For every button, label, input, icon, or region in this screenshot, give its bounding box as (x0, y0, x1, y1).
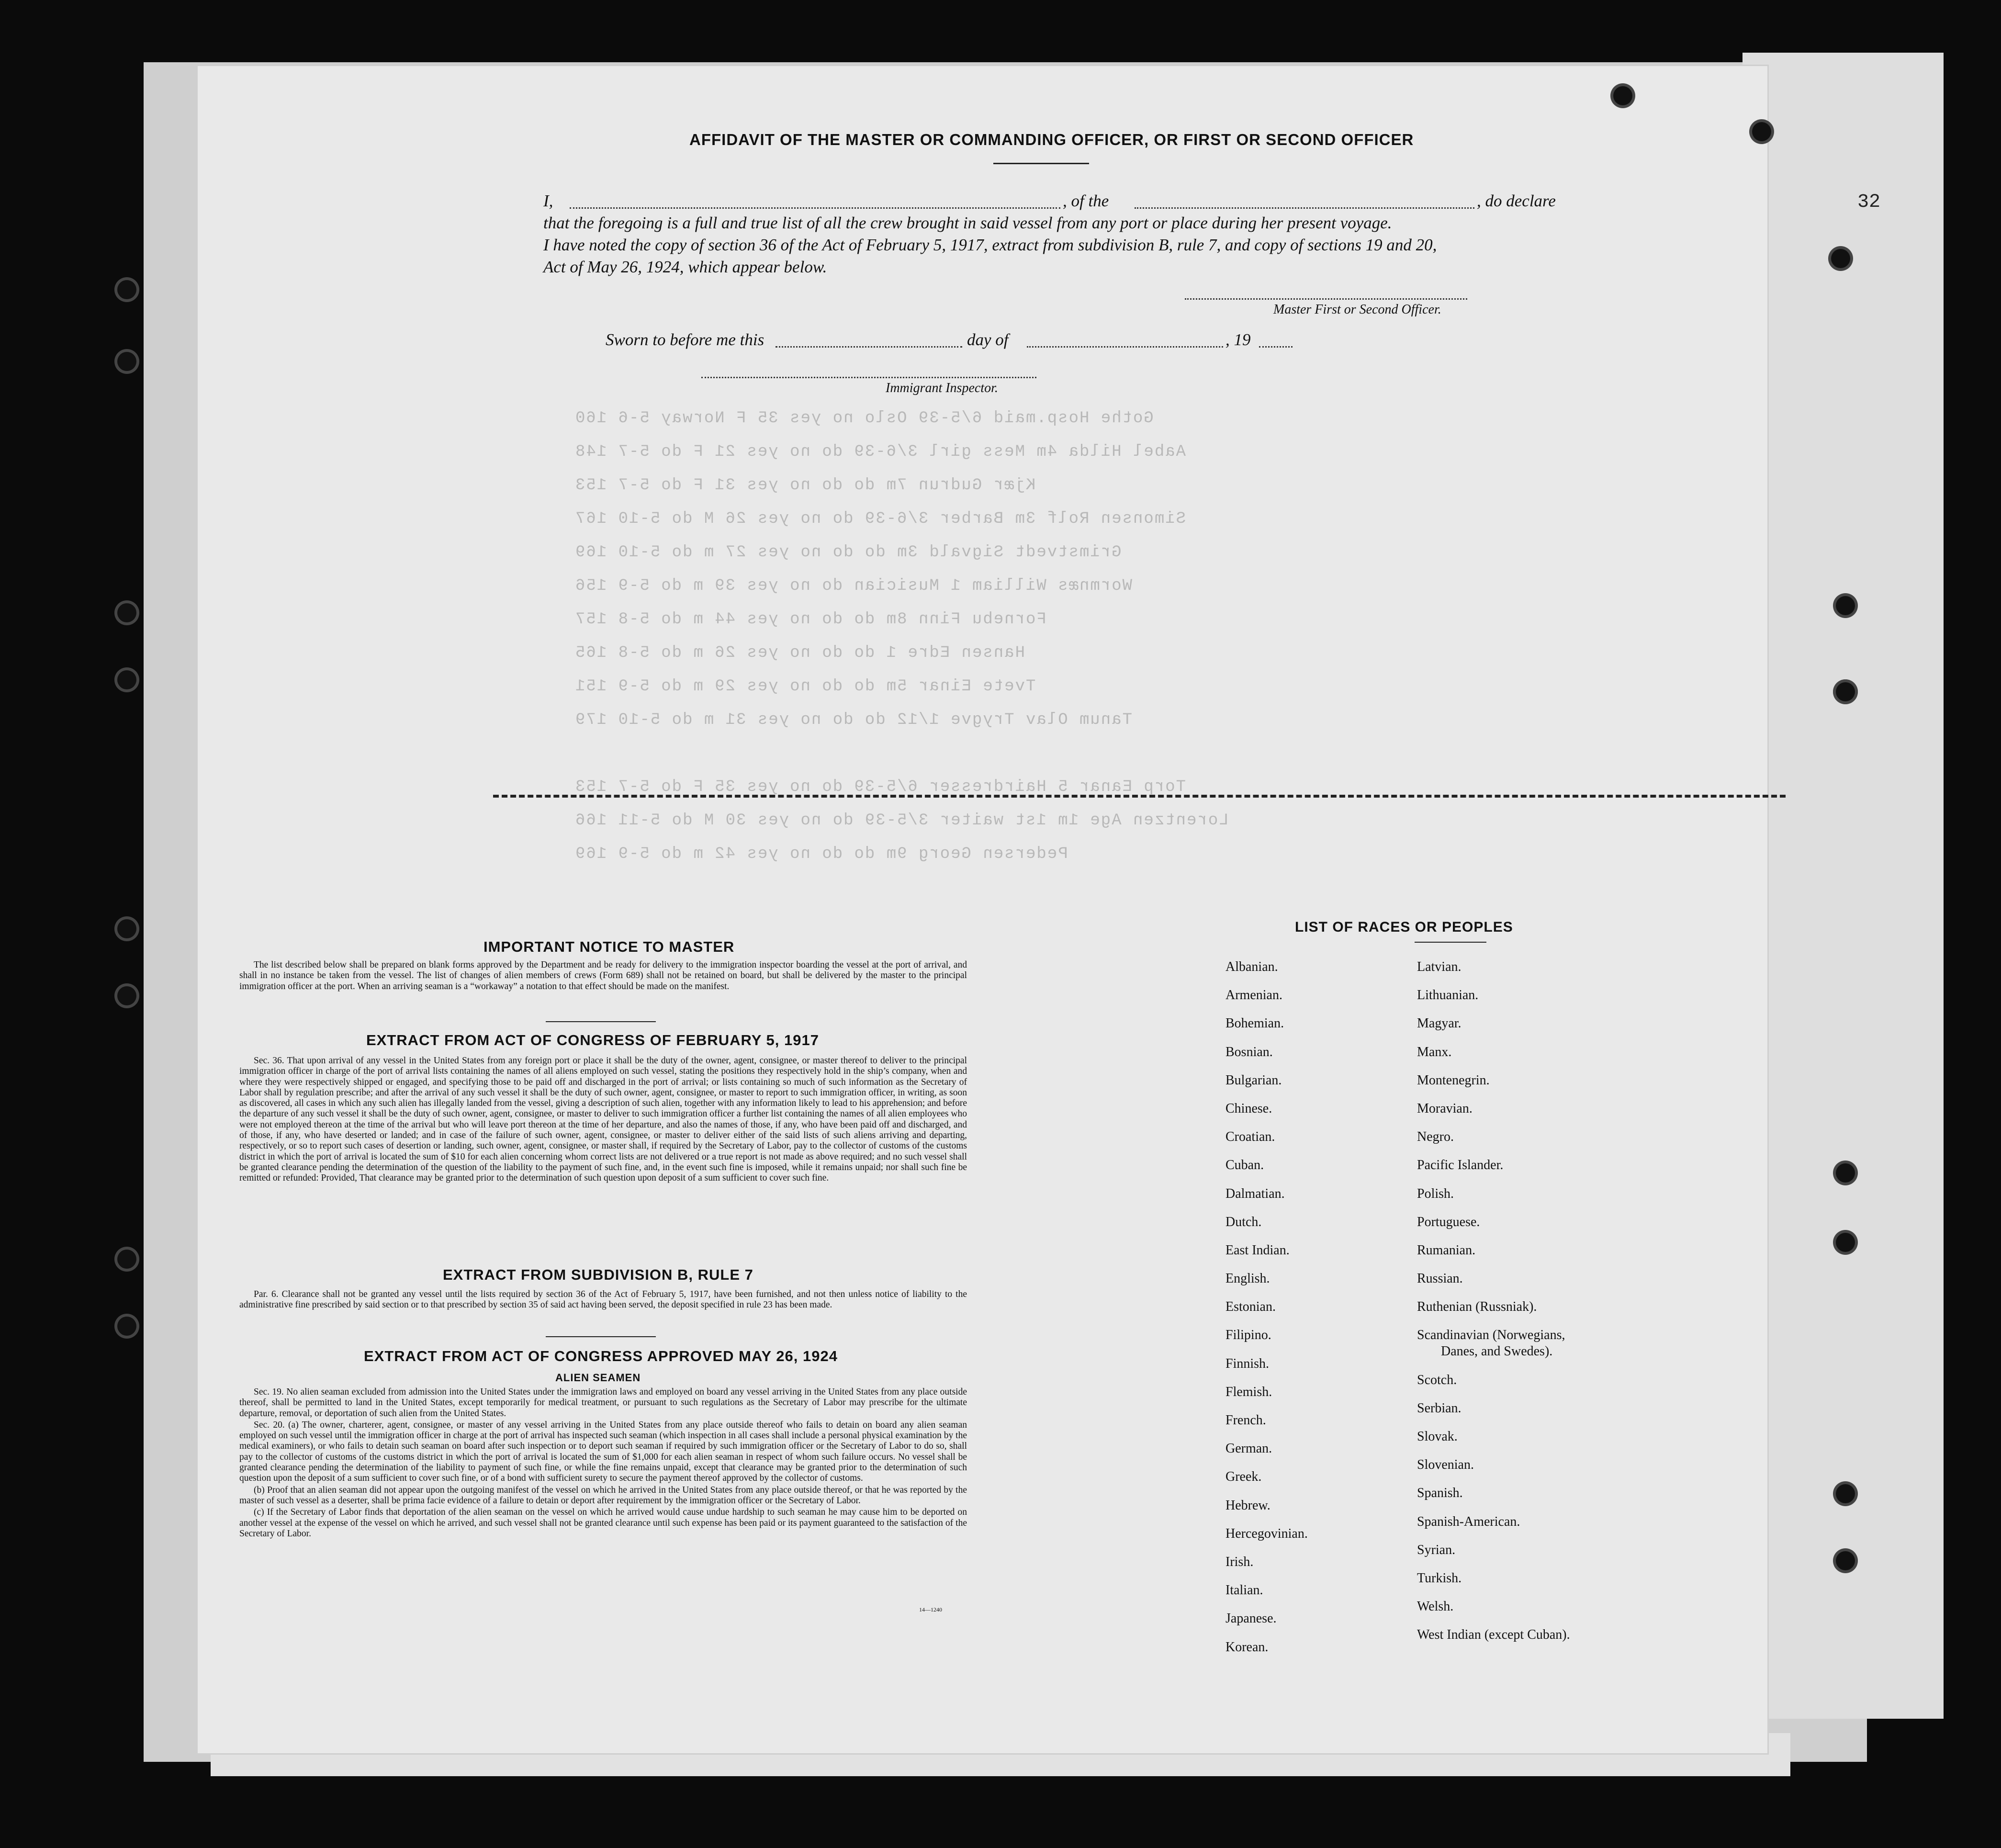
rule-7-title: EXTRACT FROM SUBDIVISION B, RULE 7 (443, 1266, 753, 1283)
affidavit-declare: , do declare (1477, 192, 1556, 210)
race-item: Korean. (1225, 1639, 1269, 1655)
vessel-blank[interactable] (1135, 207, 1474, 209)
punch-hole (1752, 122, 1771, 141)
page-number: 32 (1857, 192, 1881, 213)
form-code: 14—1240 (919, 1606, 942, 1613)
race-item: Lithuanian. (1417, 988, 1479, 1003)
inspector-signature-line[interactable] (701, 377, 1036, 378)
race-item: Pacific Islander. (1417, 1158, 1504, 1173)
race-item: Latvian. (1417, 959, 1461, 974)
race-item: Hercegovinian. (1225, 1526, 1308, 1541)
punch-hole (1836, 1233, 1855, 1252)
sec-20a-paragraph: Sec. 20. (a) The owner, charterer, agent, consignee, or master of any vessel arriving in the United States from any place outside thereof who fails to detain on board any alien seaman employed on such vessel until the immigration officer in charge at the port of arrival has inspected such seaman (which inspection in all cases shall include a personal physical examination by the medical examiners), or who fails to detain such seaman on board after such inspection or to deport such seaman if required by such immigration officer or the Secretary of Labor to do so, shall pay to the collector of customs of the customs district in which the port of arrival is located the sum of $1,000 for each alien seaman in respect of whom such failure occurs. No vessel shall be granted clearance pending the determination of the liability to payment of such fine, or while the fine remains unpaid, except that clearance may be granted prior to the determination of such question upon the deposit of a sum sufficient to cover such fine, or of a bond with sufficient surety to secure the payment thereof approved by the collector of customs. (239, 1420, 967, 1484)
race-item: Syrian. (1417, 1542, 1456, 1557)
race-item: Slovak. (1417, 1429, 1458, 1444)
affidavit-line-2: that the foregoing is a full and true list of all the crew brought in said vessel from any port or place during her present voyage. (543, 214, 1392, 232)
race-item: Manx. (1417, 1044, 1452, 1059)
race-item: Scandinavian (Norwegians, (1417, 1328, 1565, 1343)
act-1917-title: EXTRACT FROM ACT OF CONGRESS OF FEBRUARY 5, 1917 (366, 1032, 819, 1048)
race-item: Bulgarian. (1225, 1072, 1282, 1088)
manifest-page: Gothe Hosp.maid 6/5-39 Oslo no yes 35 F Norway 5-6 160 Aabel Hilda 4m Mess girl 3/6-39 do no yes 21 F do 5-7 148 Kjær Gudrun 7m do do no yes 31 F do 5-7 153 Simonsen Rolf 3m Barber 3/6-39 do no yes 26 M do 5-10 167 Grimstvedt Sigvald 3m do do no yes 27 m do 5-10 169 Wormnæs William 1 Musician do no yes 39 m do 5-9 156 Fornebu Finn 8m do do no yes 44 m do 5-8 157 Hansen Edre 1 do do no yes 26 m do 5-8 165 Tvete Einar 5m do do no yes 29 m do 5-9 151 Tanum Olav Trygve 1/12 do do no yes 31 m do 5-10 179 Torp Eanar 5 Hairdresser 6/5-39 do no yes 35 F do 5-7 153 Lorentzen Age 1m 1st waiter 3/5-39 do no yes 30 M do 5-11 166 Pedersen Georg 9m do do no yes 42 m do 5-9 169 AFFIDAVIT OF THE MASTER OR COMMANDING OFFICER, OR FIRST OR SECOND OFFICER I, , of the , do declare that the foregoing is a full and true list of all the crew brought in said vessel from any port or place during her present voyage. I have noted the copy of section 36 of the Act of February 5, 1917, extract from subdivision B, rule 7, and copy of sections 19 and 20, Act of May 26, 1924, which appear below. Master First or Second Officer. Sworn to before me this day of , 19 Immigrant Inspector. IMPORTANT NOTICE TO MASTER The list described below shall be prepared on blank forms approved by the Department and be ready for delivery to the immigration inspector boarding the vessel at the port of arrival, and shall in no instance be taken from the vessel. The list of changes of alien members of crews (Form 689) shall not be retained on board, but shall be delivered by the master to the principal immigration officer at the port. When an arriving seaman is a “workaway” a notation to that effect should be made on the manifest. EXTRACT FROM ACT OF CONGRESS OF FEBRUARY 5, 1917 Sec. 36. That upon arrival of any vessel in the United States from any foreign port or place it shall be the duty of the owner, agent, consignee, or master thereof to deliver to the principal immigration officer in charge of the port of arrival lists containing the names of all aliens employed on such vessel, stating the positions they respectively hold in the ship’s company, when and where they were respectively shipped or engaged, and specifying those to be paid off and discharged in the port of arrival; or lists containing so much of such information as the Secretary of Labor shall by regulation prescribe; and after the arrival of any such vessel it shall be the duty of such owner, agent, consignee, or master to report to such immigration officer, in writing, as soon as discovered, all cases in which any such alien has illegally landed from the vessel, giving a description of such alien, together with any information likely to lead to his apprehension; and before the departure of any such vessel it shall be the duty of such owner, agent, consignee, or master to deliver to such immigration officer a further list containing the names of all alien employees who were not employed thereon at the time of the arrival but who will leave port thereon at the time of her departure, and also the names of those, if any, who have been paid off and discharged, and of those, if any, who have deserted or landed; and in case of the failure of such owner, agent, consignee, or master to deliver either of the said lists of such aliens arriving and departing, respectively, or so to report such cases of desertion or landing, such owner, agent, consignee, or master shall, if required by the Secretary of Labor, pay to the collector of customs of the customs district in which the port of arrival is located the sum of $10 for each alien concerning whom correct lists are not delivered or a true report is not made as above required; and no such vessel shall be granted clearance pending the determination of the question of the liability to the payment of such fine, and, in the event such fine is imposed, while it remains unpaid; nor shall such fine be remitted or refunded: Provided, That clearance may be granted prior to the determination of such question upon deposit of a sum sufficient to cover such fine. EXTRACT FROM SUBDIVISION B, RULE 7 Par. 6. Clearance shall not be granted any vessel until the lists required by section 36 of the Act of February 5, 1917, have been furnished, and not then unless notice of liability to the administrative fine prescribed by said section or to that prescribed by section 35 of said act having been served, the deposit specified in rule 23 has been made. EXTRACT FROM ACT OF CONGRESS APPROVED MAY 26, 1924 ALIEN SEAMEN Sec. 19. No alien seaman excluded from admission into the United States under the immigration laws and employed on board any vessel arriving in the United States from any place outside thereof, shall be permitted to land in the United States, except temporarily for medical treatment, or pursuant to such regulations as the Secretary of Labor may prescribe for the ultimate departure, removal, or deportation of such alien from the United States. Sec. 20. (a) The owner, charterer, agent, consignee, or master of any vessel arriving in the United States from any place outside thereof who fails to detain on board any alien seaman employed on such vessel until the immigration officer in charge at the port of arrival has inspected such seaman (which inspection in all cases shall include a personal physical examination by the medical examiners), or who fails to detain such seaman on board after such inspection or to deport such seaman if required by such immigration officer or the Secretary of Labor to do so, shall pay to the collector of customs of the customs district in which the port of arrival is located the sum of $1,000 for each alien seaman in respect of whom such failure occurs. No vessel shall be granted clearance pending the determination of the liability to payment of such fine, or while the fine remains unpaid, except that clearance may be granted prior to the determination of such question upon the deposit of a sum sufficient to cover such fine, or of a bond with sufficient surety to secure the payment thereof approved by the collector of customs. (b) Proof that an alien seaman did not appear upon the outgoing manifest of the vessel on which he arrived in the United States from any place outside thereof, or that he was reported by the master of such vessel as a deserter, shall be prima facie evidence of a failure to detain or deport after requirement by the immigration officer or the Secretary of Labor. (c) If the Secretary of Labor finds that deportation of the alien seaman on the vessel on which he arrived would cause undue hardship to such seaman he may cause him to be deported on another vessel at the expense of the vessel on which he arrived, and such vessel shall not be granted clearance until such expense has been paid or its payment guaranteed to the satisfaction of the Secretary of Labor. 14—1240 LIST OF RACES OR PEOPLES Albanian. Armenian. Bohemian. Bosnian. Bulgarian. Chinese. Croatian. Cuban. Dalmatian. Dutch. East Indian. English. Estonian. Filipino. Finnish. Flemish. French. German. Greek. Hebrew. Hercegovinian. Irish. Italian. Japanese. Korean. Latvian. Lithuanian. Magyar. Manx. Montenegrin. Moravian. Negro. Pacific Islander. Polish. Portuguese. Rumanian. Russian. Ruthenian (Russniak). Scandinavian (Norwegians, Danes, and Swedes). Scotch. Serbian. Slovak. Slovenian. Spanish. Spanish-American. Syrian. Turkish. Welsh. West Indian (except Cuban). (196, 65, 1769, 1755)
punch-hole (117, 1317, 136, 1336)
rule-7-rule (546, 1336, 656, 1337)
notice-rule (546, 1021, 656, 1022)
affidavit-line-1 (543, 190, 553, 212)
rule-7-text (239, 1289, 967, 1312)
sworn-label: Sworn to before me this (606, 330, 764, 349)
race-item: Cuban. (1225, 1158, 1264, 1173)
race-item: Irish. (1225, 1554, 1254, 1569)
sec-19-paragraph: Sec. 19. No alien seaman excluded from admission into the United States under the immigration laws and employed on board any vessel arriving in the United States from any place outside thereof, shall be permitted to land in the United States, except temporarily for medical treatment, or pursuant to such regulations as the Secretary of Labor may prescribe for the ultimate departure, removal, or deportation of such alien from the United States. (239, 1387, 967, 1419)
punch-hole (117, 986, 136, 1005)
race-item: Scotch. (1417, 1372, 1457, 1387)
sec-20c-paragraph: (c) If the Secretary of Labor finds that deportation of the alien seaman on the vessel on which he arrived would cause undue hardship to such seaman he may cause him to be deported on another vessel at the expense of the vessel on which he arrived, and such vessel shall not be granted clearance until such expense has been paid or its payment guaranteed to the satisfaction of the Secretary of Labor. (239, 1507, 967, 1539)
alien-seamen-subtitle: ALIEN SEAMEN (555, 1372, 641, 1384)
races-title: LIST OF RACES OR PEOPLES (1295, 919, 1513, 935)
punch-hole (1836, 596, 1855, 615)
act-1917-text (239, 1056, 967, 1185)
race-item: Croatian. (1225, 1129, 1275, 1145)
race-item: Finnish. (1225, 1356, 1270, 1371)
race-item: Albanian. (1225, 959, 1278, 974)
punch-hole (117, 352, 136, 371)
race-item: Spanish-American. (1417, 1514, 1520, 1529)
notice-paragraph: The list described below shall be prepared on blank forms approved by the Department and be ready for delivery to the immigration inspector boarding the vessel at the port of arrival, and shall in no instance be taken from the vessel. The list of changes of alien members of crews (Form 689) shall not be retained on board, but shall be delivered by the master to the principal immigration officer at the port. When an arriving seaman is a “workaway” a notation to that effect should be made on the manifest. (239, 960, 967, 992)
inspector-label: Immigrant Inspector. (886, 381, 998, 395)
punch-hole (1836, 1163, 1855, 1183)
punch-hole (1836, 1551, 1855, 1570)
race-item: Greek. (1225, 1469, 1262, 1485)
race-item: Negro. (1417, 1129, 1454, 1145)
year-prefix: , 19 (1225, 330, 1251, 349)
punch-hole (117, 670, 136, 689)
race-item: Armenian. (1225, 988, 1282, 1003)
punch-hole (117, 280, 136, 299)
race-item: Rumanian. (1417, 1242, 1476, 1258)
act-1924-text (239, 1387, 967, 1540)
race-item: Slovenian. (1417, 1457, 1474, 1473)
races-column-1 (1225, 959, 1308, 1668)
race-item: Polish. (1417, 1186, 1454, 1201)
affidavit-line-4: Act of May 26, 1924, which appear below. (543, 258, 827, 276)
rule-7-paragraph: Par. 6. Clearance shall not be granted any vessel until the lists required by section 36 of the Act of February 5, 1917, have been furnished, and not then unless notice of liability to the administrative fine prescribed by said section or to that prescribed by section 35 of said act having been served, the deposit specified in rule 23 has been made. (239, 1289, 967, 1310)
race-item: Spanish. (1417, 1486, 1463, 1501)
race-item: Montenegrin. (1417, 1072, 1490, 1088)
race-item: Italian. (1225, 1583, 1263, 1598)
affidavit-i: I, (543, 192, 553, 210)
sworn-year-blank[interactable] (1259, 346, 1293, 348)
race-item: Bohemian. (1225, 1016, 1284, 1031)
race-item: Magyar. (1417, 1016, 1461, 1031)
act-1924-title: EXTRACT FROM ACT OF CONGRESS APPROVED MAY 26, 1924 (364, 1348, 838, 1364)
race-item: Hebrew. (1225, 1498, 1270, 1513)
races-column-2 (1417, 959, 1570, 1656)
race-item: Welsh. (1417, 1599, 1454, 1614)
races-title-underline (1415, 942, 1486, 943)
race-item: Chinese. (1225, 1101, 1272, 1116)
race-item: Estonian. (1225, 1299, 1276, 1315)
race-item: Dalmatian. (1225, 1186, 1285, 1201)
notice-text (239, 960, 967, 993)
race-item: Serbian. (1417, 1400, 1461, 1416)
punch-hole (1836, 1484, 1855, 1503)
notice-title: IMPORTANT NOTICE TO MASTER (483, 938, 735, 955)
title-underline (993, 163, 1089, 164)
sec-20b-paragraph: (b) Proof that an alien seaman did not appear upon the outgoing manifest of the vessel on which he arrived in the United States from any place outside thereof, or that he was reported by the master of such vessel as a deserter, shall be prima facie evidence of a failure to detain or deport after requirement by the immigration officer or the Secretary of Labor. (239, 1485, 967, 1506)
race-item: Flemish. (1225, 1384, 1272, 1399)
race-item: West Indian (except Cuban). (1417, 1627, 1570, 1643)
race-item: Russian. (1417, 1271, 1463, 1286)
affidavit-of: , of the (1063, 192, 1109, 210)
master-signature-line[interactable] (1185, 298, 1467, 300)
race-item: Portuguese. (1417, 1214, 1480, 1229)
affidavit-title: AFFIDAVIT OF THE MASTER OR COMMANDING OFFICER, OR FIRST OR SECOND OFFICER (689, 131, 1414, 148)
name-blank[interactable] (570, 207, 1060, 209)
day-of-label: day of (967, 330, 1009, 349)
race-item: English. (1225, 1271, 1270, 1286)
race-item: Turkish. (1417, 1570, 1462, 1586)
race-item: Filipino. (1225, 1328, 1271, 1343)
race-item: Japanese. (1225, 1611, 1277, 1626)
race-item: Bosnian. (1225, 1044, 1273, 1059)
punch-hole (1836, 682, 1855, 701)
sworn-day-blank[interactable] (776, 346, 962, 348)
master-signature-label: Master First or Second Officer. (1273, 302, 1441, 317)
sworn-month-blank[interactable] (1027, 346, 1223, 348)
race-item: French. (1225, 1413, 1266, 1428)
race-item: German. (1225, 1441, 1272, 1456)
back-sheet-right (1742, 53, 1944, 1719)
race-item: Moravian. (1417, 1101, 1473, 1116)
dashed-separator (493, 795, 1786, 798)
race-item: East Indian. (1225, 1242, 1290, 1258)
punch-hole (1831, 249, 1850, 268)
punch-hole (117, 1250, 136, 1269)
punch-hole (117, 919, 136, 938)
affidavit-line-3: I have noted the copy of section 36 of the Act of February 5, 1917, extract from subdivision B, rule 7, and copy of sections 19 and 20, (543, 236, 1437, 254)
punch-hole (1613, 86, 1632, 105)
punch-hole (117, 603, 136, 622)
race-item: Dutch. (1225, 1214, 1262, 1229)
act-1917-paragraph: Sec. 36. That upon arrival of any vessel in the United States from any foreign port or place it shall be the duty of the owner, agent, consignee, or master thereof to deliver to the principal immigration officer in charge of the port of arrival lists containing the names of all aliens employed on such vessel, stating the positions they respectively hold in the ship’s company, when and where they were respectively shipped or engaged, and specifying those to be paid off and discharged in the port of arrival; or lists containing so much of such information as the Secretary of Labor shall by regulation prescribe; and after the arrival of any such vessel it shall be the duty of such owner, agent, consignee, or master to report to such immigration officer, in writing, as soon as discovered, all cases in which any such alien has illegally landed from the vessel, giving a description of such alien, together with any information likely to lead to his apprehension; and before the departure of any such vessel it shall be the duty of such owner, agent, consignee, or master to deliver to such immigration officer a further list containing the names of all alien employees who were not employed thereon at the time of the arrival but who will leave port thereon at the time of her departure, and also the names of those, if any, who have been paid off and discharged, and of those, if any, who have deserted or landed; and in case of the failure of such owner, agent, consignee, or master to deliver either of the said lists of such aliens arriving and departing, respectively, or so to report such cases of desertion or landing, such owner, agent, consignee, or master shall, if required by the Secretary of Labor, pay to the collector of customs of the customs district in which the port of arrival is located the sum of $10 for each alien concerning whom correct lists are not delivered or a true report is not made as above required; and no such vessel shall be granted clearance pending the determination of the question of the liability to the payment of such fine, and, in the event such fine is imposed, while it remains unpaid; nor shall such fine be remitted or refunded: Provided, That clearance may be granted prior to the determination of such question upon deposit of a sum sufficient to cover such fine. (239, 1056, 967, 1183)
race-item: Ruthenian (Russniak). (1417, 1299, 1537, 1315)
race-item: Danes, and Swedes). (1441, 1344, 1553, 1359)
